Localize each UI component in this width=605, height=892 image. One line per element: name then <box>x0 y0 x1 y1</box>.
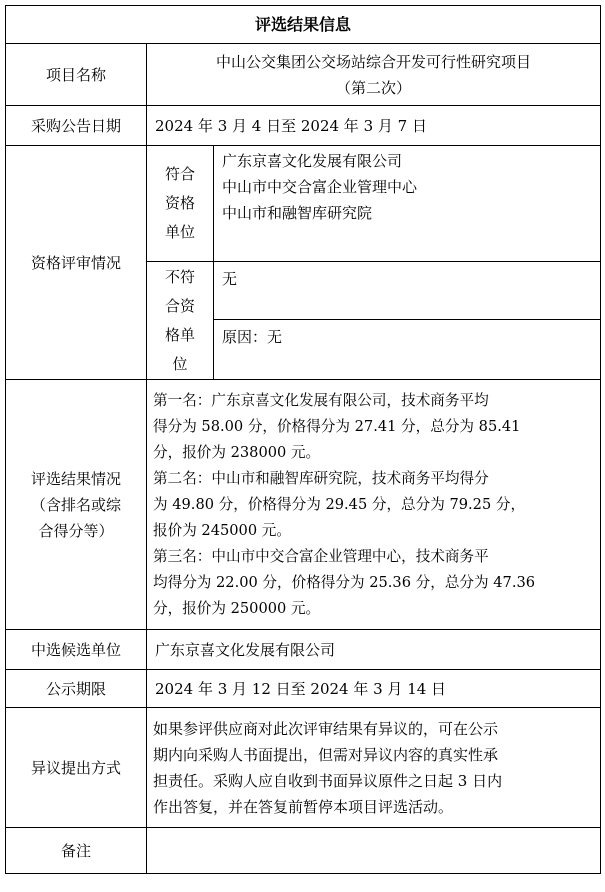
unqualified-label-line-3: 格单 <box>164 325 195 344</box>
result-line: 得分为 58.00 分，价格得分为 27.41 分，总分为 85.41 <box>153 417 521 435</box>
candidate-row <box>6 630 601 670</box>
qualified-label-line-2: 资格 <box>164 194 195 212</box>
objection-method-label: 异议提出方式 <box>6 708 147 828</box>
project-name-line-2: （第二次） <box>335 78 411 97</box>
unqualified-reason: 原因：无 <box>214 320 601 380</box>
project-name-value <box>147 44 601 106</box>
project-name-label: 项目名称 <box>6 44 147 106</box>
announcement-date-label: 采购公告日期 <box>6 106 147 146</box>
remarks-row <box>6 828 601 874</box>
objection-line: 担责任。采购人应自收到书面异议原件之日起 3 日内 <box>153 771 503 790</box>
evaluation-results-value <box>147 380 601 630</box>
results-row <box>6 380 601 630</box>
announcement-row <box>6 106 601 146</box>
objection-method-value <box>147 708 601 828</box>
result-line: 第三名：中山市中交合富企业管理中心，技术商务平 <box>153 547 489 565</box>
project-name-line-1: 中山公交集团公交场站综合开发可行性研究项目 <box>215 52 531 71</box>
project-row <box>6 44 601 106</box>
qualified-units-list <box>214 146 601 262</box>
result-line: 第二名：中山市和融智库研究院，技术商务平均得分 <box>153 469 489 487</box>
remarks-label: 备注 <box>6 828 147 874</box>
announcement-date-value: 2024 年 3 月 4 日至 2024 年 3 月 7 日 <box>147 106 601 146</box>
objection-line: 期内向采购人书面提出，但需对异议内容的真实性承 <box>153 745 499 764</box>
qualified-label-line-1: 符合 <box>164 165 195 183</box>
qualified-unit: 中山市中交合富企业管理中心 <box>222 178 418 196</box>
unqualified-units-label <box>147 262 214 380</box>
qualified-label-line-3: 单位 <box>164 223 195 241</box>
publicity-period-value: 2024 年 3 月 12 日至 2024 年 3 月 14 日 <box>147 670 601 708</box>
evaluation-results-label <box>6 380 147 630</box>
result-line: 分，报价为 238000 元。 <box>153 443 321 461</box>
results-label-line-2: （含排名或综 <box>30 495 121 514</box>
unqualified-label-line-1: 不符 <box>164 267 195 286</box>
unqualified-label-line-4: 位 <box>172 354 188 373</box>
unqualified-label-line-2: 合资 <box>164 296 195 315</box>
title-row <box>6 6 601 44</box>
candidate-value: 广东京喜文化发展有限公司 <box>147 630 601 670</box>
objection-row <box>6 708 601 828</box>
results-label-line-1: 评选结果情况 <box>30 469 121 488</box>
qualified-unit: 中山市和融智库研究院 <box>222 204 373 222</box>
qualification-review-label: 资格评审情况 <box>6 146 147 380</box>
result-line: 均得分为 22.00 分，价格得分为 25.36 分，总分为 47.36 <box>153 573 536 591</box>
result-line: 为 49.80 分，价格得分为 29.45 分，总分为 79.25 分， <box>153 495 526 513</box>
candidate-label: 中选候选单位 <box>6 630 147 670</box>
publicity-row <box>6 670 601 708</box>
results-label-line-3: 合得分等） <box>38 521 114 540</box>
unqualified-units-value: 无 <box>214 262 601 320</box>
qualified-row <box>6 146 601 262</box>
evaluation-result-table <box>5 5 601 874</box>
objection-line: 作出答复，并在答复前暂停本项目评选活动。 <box>153 797 454 816</box>
qualified-units-label <box>147 146 214 262</box>
result-line: 分，报价为 250000 元。 <box>153 599 321 617</box>
result-line: 第一名：广东京喜文化发展有限公司，技术商务平均 <box>153 391 489 409</box>
table-title: 评选结果信息 <box>6 6 601 44</box>
qualified-unit: 广东京喜文化发展有限公司 <box>222 152 403 170</box>
publicity-period-label: 公示期限 <box>6 670 147 708</box>
result-line: 报价为 245000 元。 <box>153 521 291 539</box>
remarks-value <box>147 828 601 874</box>
objection-line: 如果参评供应商对此次评审结果有异议的，可在公示 <box>153 719 499 738</box>
